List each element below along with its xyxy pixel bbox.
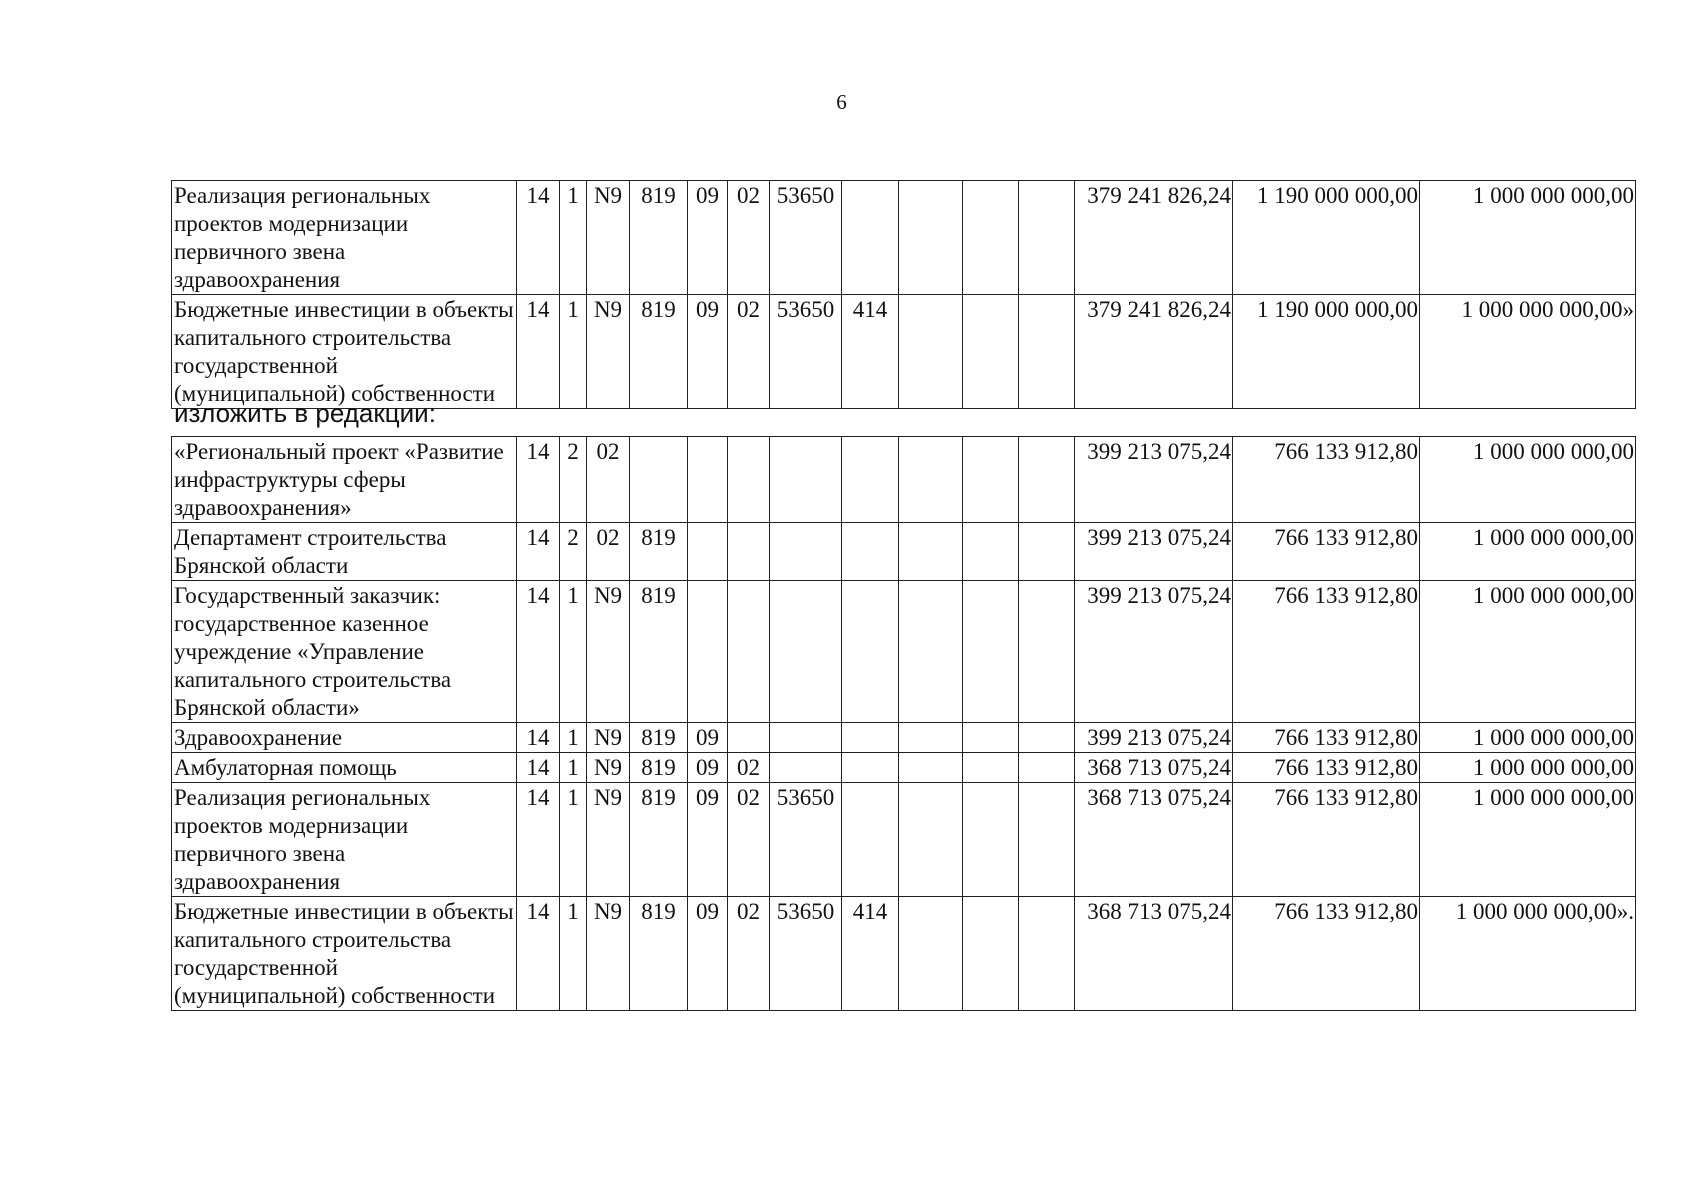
code-cell: [688, 523, 728, 581]
code-cell: 14: [517, 581, 560, 723]
code-cell: [899, 753, 963, 783]
empty-cell: [1019, 437, 1075, 523]
amount-cell: 399 213 075,24: [1075, 437, 1233, 523]
row-name-cell: Бюджетные инвестиции в объекты капитального строительства государственной (муниципальной) собственности: [172, 295, 517, 409]
code-cell: [963, 295, 1019, 409]
code-cell: 53650: [770, 783, 842, 897]
code-cell: 02: [728, 181, 770, 295]
code-cell: [963, 181, 1019, 295]
code-cell: 02: [728, 897, 770, 1011]
code-cell: N9: [587, 753, 630, 783]
code-cell: [963, 523, 1019, 581]
code-cell: 2: [560, 437, 587, 523]
amount-cell: 766 133 912,80: [1233, 897, 1420, 1011]
row-name-cell: Реализация региональных проектов модернизации первичного звена здравоохранения: [172, 181, 517, 295]
code-cell: N9: [587, 783, 630, 897]
table-row: [172, 295, 1636, 409]
code-cell: 14: [517, 723, 560, 753]
code-cell: [963, 897, 1019, 1011]
code-cell: 14: [517, 783, 560, 897]
code-cell: 819: [630, 181, 688, 295]
table-row: [172, 723, 1636, 753]
code-cell: [899, 723, 963, 753]
table-body: [172, 181, 1636, 409]
code-cell: [963, 753, 1019, 783]
code-cell: [728, 581, 770, 723]
code-cell: 1: [560, 295, 587, 409]
budget-table-new: [171, 436, 1636, 1011]
code-cell: [728, 523, 770, 581]
code-cell: 1: [560, 181, 587, 295]
amount-cell: 399 213 075,24: [1075, 723, 1233, 753]
table-row: [172, 753, 1636, 783]
code-cell: [963, 723, 1019, 753]
code-cell: 819: [630, 753, 688, 783]
code-cell: 14: [517, 753, 560, 783]
code-cell: [842, 783, 899, 897]
code-cell: [842, 581, 899, 723]
row-name-cell: Департамент строительства Брянской области: [172, 523, 517, 581]
amount-cell: 766 133 912,80: [1233, 581, 1420, 723]
code-cell: [842, 723, 899, 753]
code-cell: 09: [688, 753, 728, 783]
code-cell: 09: [688, 897, 728, 1011]
empty-cell: [1019, 897, 1075, 1011]
amount-cell: 368 713 075,24: [1075, 783, 1233, 897]
code-cell: [770, 753, 842, 783]
row-name-cell: Бюджетные инвестиции в объекты капитального строительства государственной (муниципальной) собственности: [172, 897, 517, 1011]
code-cell: N9: [587, 897, 630, 1011]
code-cell: [770, 437, 842, 523]
code-cell: [728, 723, 770, 753]
amount-cell: 766 133 912,80: [1233, 523, 1420, 581]
code-cell: [963, 783, 1019, 897]
code-cell: N9: [587, 295, 630, 409]
code-cell: [842, 753, 899, 783]
amount-cell: 1 000 000 000,00: [1420, 437, 1636, 523]
code-cell: 02: [728, 783, 770, 897]
code-cell: [899, 295, 963, 409]
code-cell: 1: [560, 723, 587, 753]
amount-cell: 1 000 000 000,00».: [1420, 897, 1636, 1011]
amount-cell: 1 000 000 000,00: [1420, 581, 1636, 723]
code-cell: 2: [560, 523, 587, 581]
amount-cell: 1 000 000 000,00»: [1420, 295, 1636, 409]
code-cell: [899, 437, 963, 523]
row-name-cell: «Региональный проект «Развитие инфраструктуры сферы здравоохранения»: [172, 437, 517, 523]
code-cell: 14: [517, 181, 560, 295]
code-cell: 819: [630, 523, 688, 581]
code-cell: 1: [560, 581, 587, 723]
code-cell: 1: [560, 897, 587, 1011]
code-cell: 819: [630, 783, 688, 897]
code-cell: 819: [630, 581, 688, 723]
code-cell: N9: [587, 181, 630, 295]
code-cell: [963, 581, 1019, 723]
code-cell: N9: [587, 581, 630, 723]
code-cell: 09: [688, 295, 728, 409]
amount-cell: 368 713 075,24: [1075, 897, 1233, 1011]
amount-cell: 399 213 075,24: [1075, 581, 1233, 723]
code-cell: 53650: [770, 295, 842, 409]
code-cell: 09: [688, 181, 728, 295]
code-cell: 53650: [770, 181, 842, 295]
table-row: [172, 581, 1636, 723]
code-cell: 819: [630, 897, 688, 1011]
code-cell: 02: [587, 523, 630, 581]
amendment-caption: изложить в редакции:: [174, 398, 436, 428]
row-name-cell: Государственный заказчик: государственное казенное учреждение «Управление капитального строительства Брянской области»: [172, 581, 517, 723]
amount-cell: 1 000 000 000,00: [1420, 181, 1636, 295]
table-row: [172, 783, 1636, 897]
code-cell: 14: [517, 523, 560, 581]
code-cell: 14: [517, 437, 560, 523]
row-name-cell: Амбулаторная помощь: [172, 753, 517, 783]
empty-cell: [1019, 753, 1075, 783]
empty-cell: [1019, 783, 1075, 897]
code-cell: 53650: [770, 897, 842, 1011]
code-cell: 414: [842, 295, 899, 409]
table-row: [172, 437, 1636, 523]
code-cell: 02: [728, 753, 770, 783]
amount-cell: 379 241 826,24: [1075, 181, 1233, 295]
code-cell: [899, 523, 963, 581]
code-cell: [842, 523, 899, 581]
code-cell: 1: [560, 783, 587, 897]
budget-table-old: [171, 180, 1636, 409]
amount-cell: 766 133 912,80: [1233, 753, 1420, 783]
code-cell: [842, 181, 899, 295]
empty-cell: [1019, 723, 1075, 753]
code-cell: 02: [587, 437, 630, 523]
amount-cell: 1 000 000 000,00: [1420, 753, 1636, 783]
code-cell: 14: [517, 897, 560, 1011]
code-cell: [770, 523, 842, 581]
code-cell: 02: [728, 295, 770, 409]
code-cell: 414: [842, 897, 899, 1011]
code-cell: [770, 723, 842, 753]
code-cell: 09: [688, 783, 728, 897]
table-row: [172, 523, 1636, 581]
amount-cell: 1 190 000 000,00: [1233, 181, 1420, 295]
code-cell: [728, 437, 770, 523]
amount-cell: 1 190 000 000,00: [1233, 295, 1420, 409]
code-cell: [963, 437, 1019, 523]
code-cell: N9: [587, 723, 630, 753]
amount-cell: 1 000 000 000,00: [1420, 723, 1636, 753]
row-name-cell: Реализация региональных проектов модернизации первичного звена здравоохранения: [172, 783, 517, 897]
amount-cell: 766 133 912,80: [1233, 723, 1420, 753]
empty-cell: [1019, 295, 1075, 409]
empty-cell: [1019, 523, 1075, 581]
code-cell: [688, 581, 728, 723]
code-cell: [688, 437, 728, 523]
code-cell: [842, 437, 899, 523]
amount-cell: 368 713 075,24: [1075, 753, 1233, 783]
amount-cell: 379 241 826,24: [1075, 295, 1233, 409]
row-name-cell: Здравоохранение: [172, 723, 517, 753]
code-cell: 14: [517, 295, 560, 409]
code-cell: 09: [688, 723, 728, 753]
code-cell: [899, 181, 963, 295]
code-cell: [630, 437, 688, 523]
code-cell: [899, 783, 963, 897]
amount-cell: 399 213 075,24: [1075, 523, 1233, 581]
table-row: [172, 181, 1636, 295]
table-body: [172, 437, 1636, 1011]
amount-cell: 766 133 912,80: [1233, 783, 1420, 897]
code-cell: 819: [630, 723, 688, 753]
code-cell: 1: [560, 753, 587, 783]
code-cell: [770, 581, 842, 723]
table-row: [172, 897, 1636, 1011]
amount-cell: 1 000 000 000,00: [1420, 523, 1636, 581]
page-number: 6: [836, 90, 847, 114]
amount-cell: 766 133 912,80: [1233, 437, 1420, 523]
amount-cell: 1 000 000 000,00: [1420, 783, 1636, 897]
empty-cell: [1019, 181, 1075, 295]
empty-cell: [1019, 581, 1075, 723]
code-cell: 819: [630, 295, 688, 409]
code-cell: [899, 897, 963, 1011]
code-cell: [899, 581, 963, 723]
